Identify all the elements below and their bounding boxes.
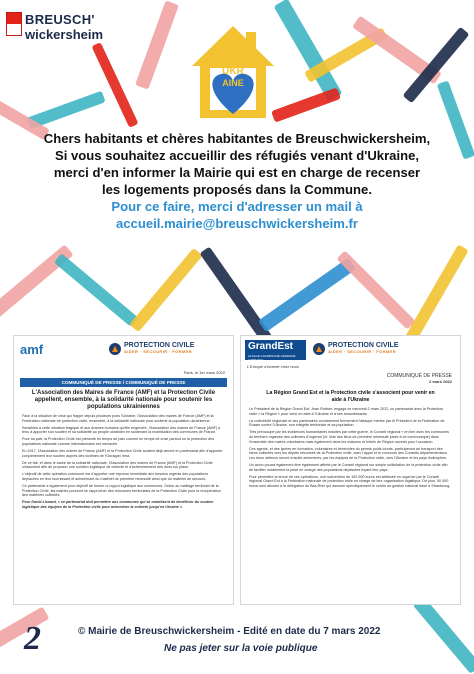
paragraph: Ces agents, et des lycées en formation, volontaires et bénévoles du permis poids lourds, participeront au transport des biens collectés vers les dépôts sécurisés de la Protection civile, avec l'appui et le concours des Conseils départementaux. Les dons obtenus seront ensuite acheminés, par les équipes de la Protection civile, vers l'Ukraine et les pays limitrophes. [249, 446, 448, 460]
paragraph: De ce fait, et dans le cadre de la solidarité nationale, l'Association des maires de France (AMF) et la Protection Civile s'associent afin de proposer une solution logistique de collecte et d'acheminement des dons sur place. [22, 460, 213, 470]
paragraph: En 2017, l'Association des maires de France (AMF) et la Protection Civile avaient déjà œuvré en partenariat afin d'apporter conjointement leur soutien auprès des victimes de l'Ouragan Irma. [22, 449, 223, 458]
logo-line2: wickersheim [25, 27, 104, 42]
headline-line: Chers habitants et chères habitantes de Breuschwickersheim, [43, 131, 431, 146]
paragraph: La collectivité régionale et ses partenaires condamnent fermement l'attaque menée par le Président de la Fédération de Russie contre l'Ukraine, son intégrité territoriale et sa population. [249, 418, 445, 428]
coat-of-arms-icon [6, 12, 22, 36]
press-release-body [249, 407, 452, 488]
page-number: 2 [24, 620, 41, 657]
headline-line: Si vous souhaitez accueillir des réfugiés venant d'Ukraine, [54, 148, 420, 163]
pc-tagline: AIDER · SECOURIR · FORMER [328, 349, 396, 354]
paragraph: Un avion pourra également être également affrété par le Conseil régional sur simple sollicitation de la protection civile afin de faciliter notamment la prise en charge des populations déplacées fuyant leur pays. [249, 462, 448, 472]
ukraine-house-illustration [188, 22, 278, 122]
press-release-date: 2 mars 2022 [429, 379, 452, 384]
press-release-title: L'Association des Maires de France (AMF) et la Protection Civile appellent, ensemble, à la solidarité nationale pour soutenir les populations ukrainiennes [31, 390, 216, 410]
pc-name: PROTECTION CIVILE [328, 342, 399, 349]
paragraph: Pour David Lisnard, « ce partenariat doit permettre aux communes qui se mobilisent de bénéficier du soutien logistique des équipes de la Protection civile pour acheminer la collecte jusqu'en Ukraine ». [22, 500, 214, 509]
paragraph: Pour permettre la tenue de ces opérations, une subvention de 100 000 euros est attribuée en urgence par le Conseil régional Grand Est à la Fédération nationale de protection civile en charge de leur organisation logistique. De plus, 50 000 euros sont alloués à la délégation du Bas-Rhin qui assume spécifiquement le centre de gestion national basé à Strasbourg. [249, 474, 451, 488]
press-release-amf [14, 336, 233, 604]
pc-name: PROTECTION CIVILE [124, 342, 195, 349]
footer [0, 620, 474, 669]
house-text-top: UKR [222, 66, 244, 77]
footer-notice: Ne pas jeter sur la voie publique [164, 643, 318, 654]
press-release-grand-est [241, 336, 460, 604]
headline-line: merci d'en informer la Mairie qui est en charge de recenser [53, 165, 421, 180]
house-text-bottom: AINE [222, 78, 244, 88]
press-release-date: Paris, le 1er mars 2022 [183, 370, 225, 375]
headline [8, 130, 466, 232]
press-release-logos [14, 336, 233, 362]
amf-logo: amf [20, 342, 44, 357]
paragraph: Ce partenariat a également pour objectif de fournir un appui logistique aux communes. Grâce au maillage territorial de la Protection Civile, les mairies pourront se rapprocher des structures territoriales de la Protection Civile pour la récupération des matériels collectés. [22, 484, 221, 498]
paragraph: L'objectif de cette opération commune est d'apporter une réponse immédiate aux besoins urgents des populations déplacées en leur fournissant et acheminant du matériel de première nécessité ainsi que du matériel de secours. [22, 472, 209, 482]
paragraph: Très préoccupé par les incidences humanitaires induites par cette guerre, le Conseil régional « en lien avec les communes du territoire organise des collectes d'urgence [cf. liste des lieux de première nécessité jointe à ce communiqué] dans l'ensemble des maires volontaires mais également dans les maisons et hôtels de Région ouverts pour l'occasion. [249, 430, 449, 444]
footer-copyright: © Mairie de Breuschwickersheim - Edité en date du 7 mars 2022 [78, 626, 381, 637]
paragraph: Sensibles à cette situation tragique et aux drames humains qu'elle engendre, l'Association des maires de France (AMF) a tenu à apporter son soutien et sa solidarité au peuple ukrainien en soutenant la mobilisation des communes de France. [22, 425, 221, 435]
commune-logo [6, 12, 146, 54]
contact-line: Pour ce faire, merci d'adresser un mail à [111, 199, 363, 214]
ge-tag: ALSACE CHAMPAGNE-ARDENNE LORRAINE [248, 354, 296, 362]
press-release-banner: COMMUNIQUÉ DE PRESSE / COMMUNIQUÉ DE PRESSE [20, 378, 227, 387]
protection-civile-logo [124, 342, 194, 354]
headline-line: les logements proposés dans la Commune. [102, 182, 372, 197]
protection-civile-icon [109, 343, 121, 355]
logo-line1: BREUSCH' [25, 12, 95, 27]
protection-civile-icon [313, 343, 325, 355]
ge-slogan: L'Europe s'invente chez nous [247, 364, 300, 369]
press-release-body [22, 414, 225, 510]
pc-tagline: AIDER · SECOURIR · FORMER [124, 349, 192, 354]
paragraph: Face à la situation de crise qui frappe depuis plusieurs jours l'Ukraine, l'Association des maires de France (AMF) et la Fédération nationale de protection civile, ensemble, à la solidarité nationale pour soutenir la population ukrainienne. [22, 414, 214, 423]
press-release-logos [241, 336, 460, 362]
contact-email-link[interactable]: accueil.mairie@breuschwickersheim.fr [115, 216, 359, 231]
grand-est-logo [245, 340, 306, 360]
protection-civile-logo [328, 342, 398, 354]
press-release-header: COMMUNIQUÉ DE PRESSE [386, 373, 452, 379]
ge-name: GrandEst [248, 341, 294, 352]
paragraph: Le Président de la Région Grand Est, Jean Rottner, engage ce mercredi 2 mars 2022, un partenariat avec la Protection civile « la Région » pour venir en aide à l'Ukraine et à ses ressortissants. [249, 407, 444, 416]
paragraph: Pour sa part, la Protection Civile est présente en temps de paix comme en temps de crise partout où la protection des populations nationale comme internationales est menacée. [22, 437, 215, 446]
press-release-title: La Région Grand Est et la Protection civile s'associent pour venir en aide à l'Ukraine [266, 390, 435, 403]
